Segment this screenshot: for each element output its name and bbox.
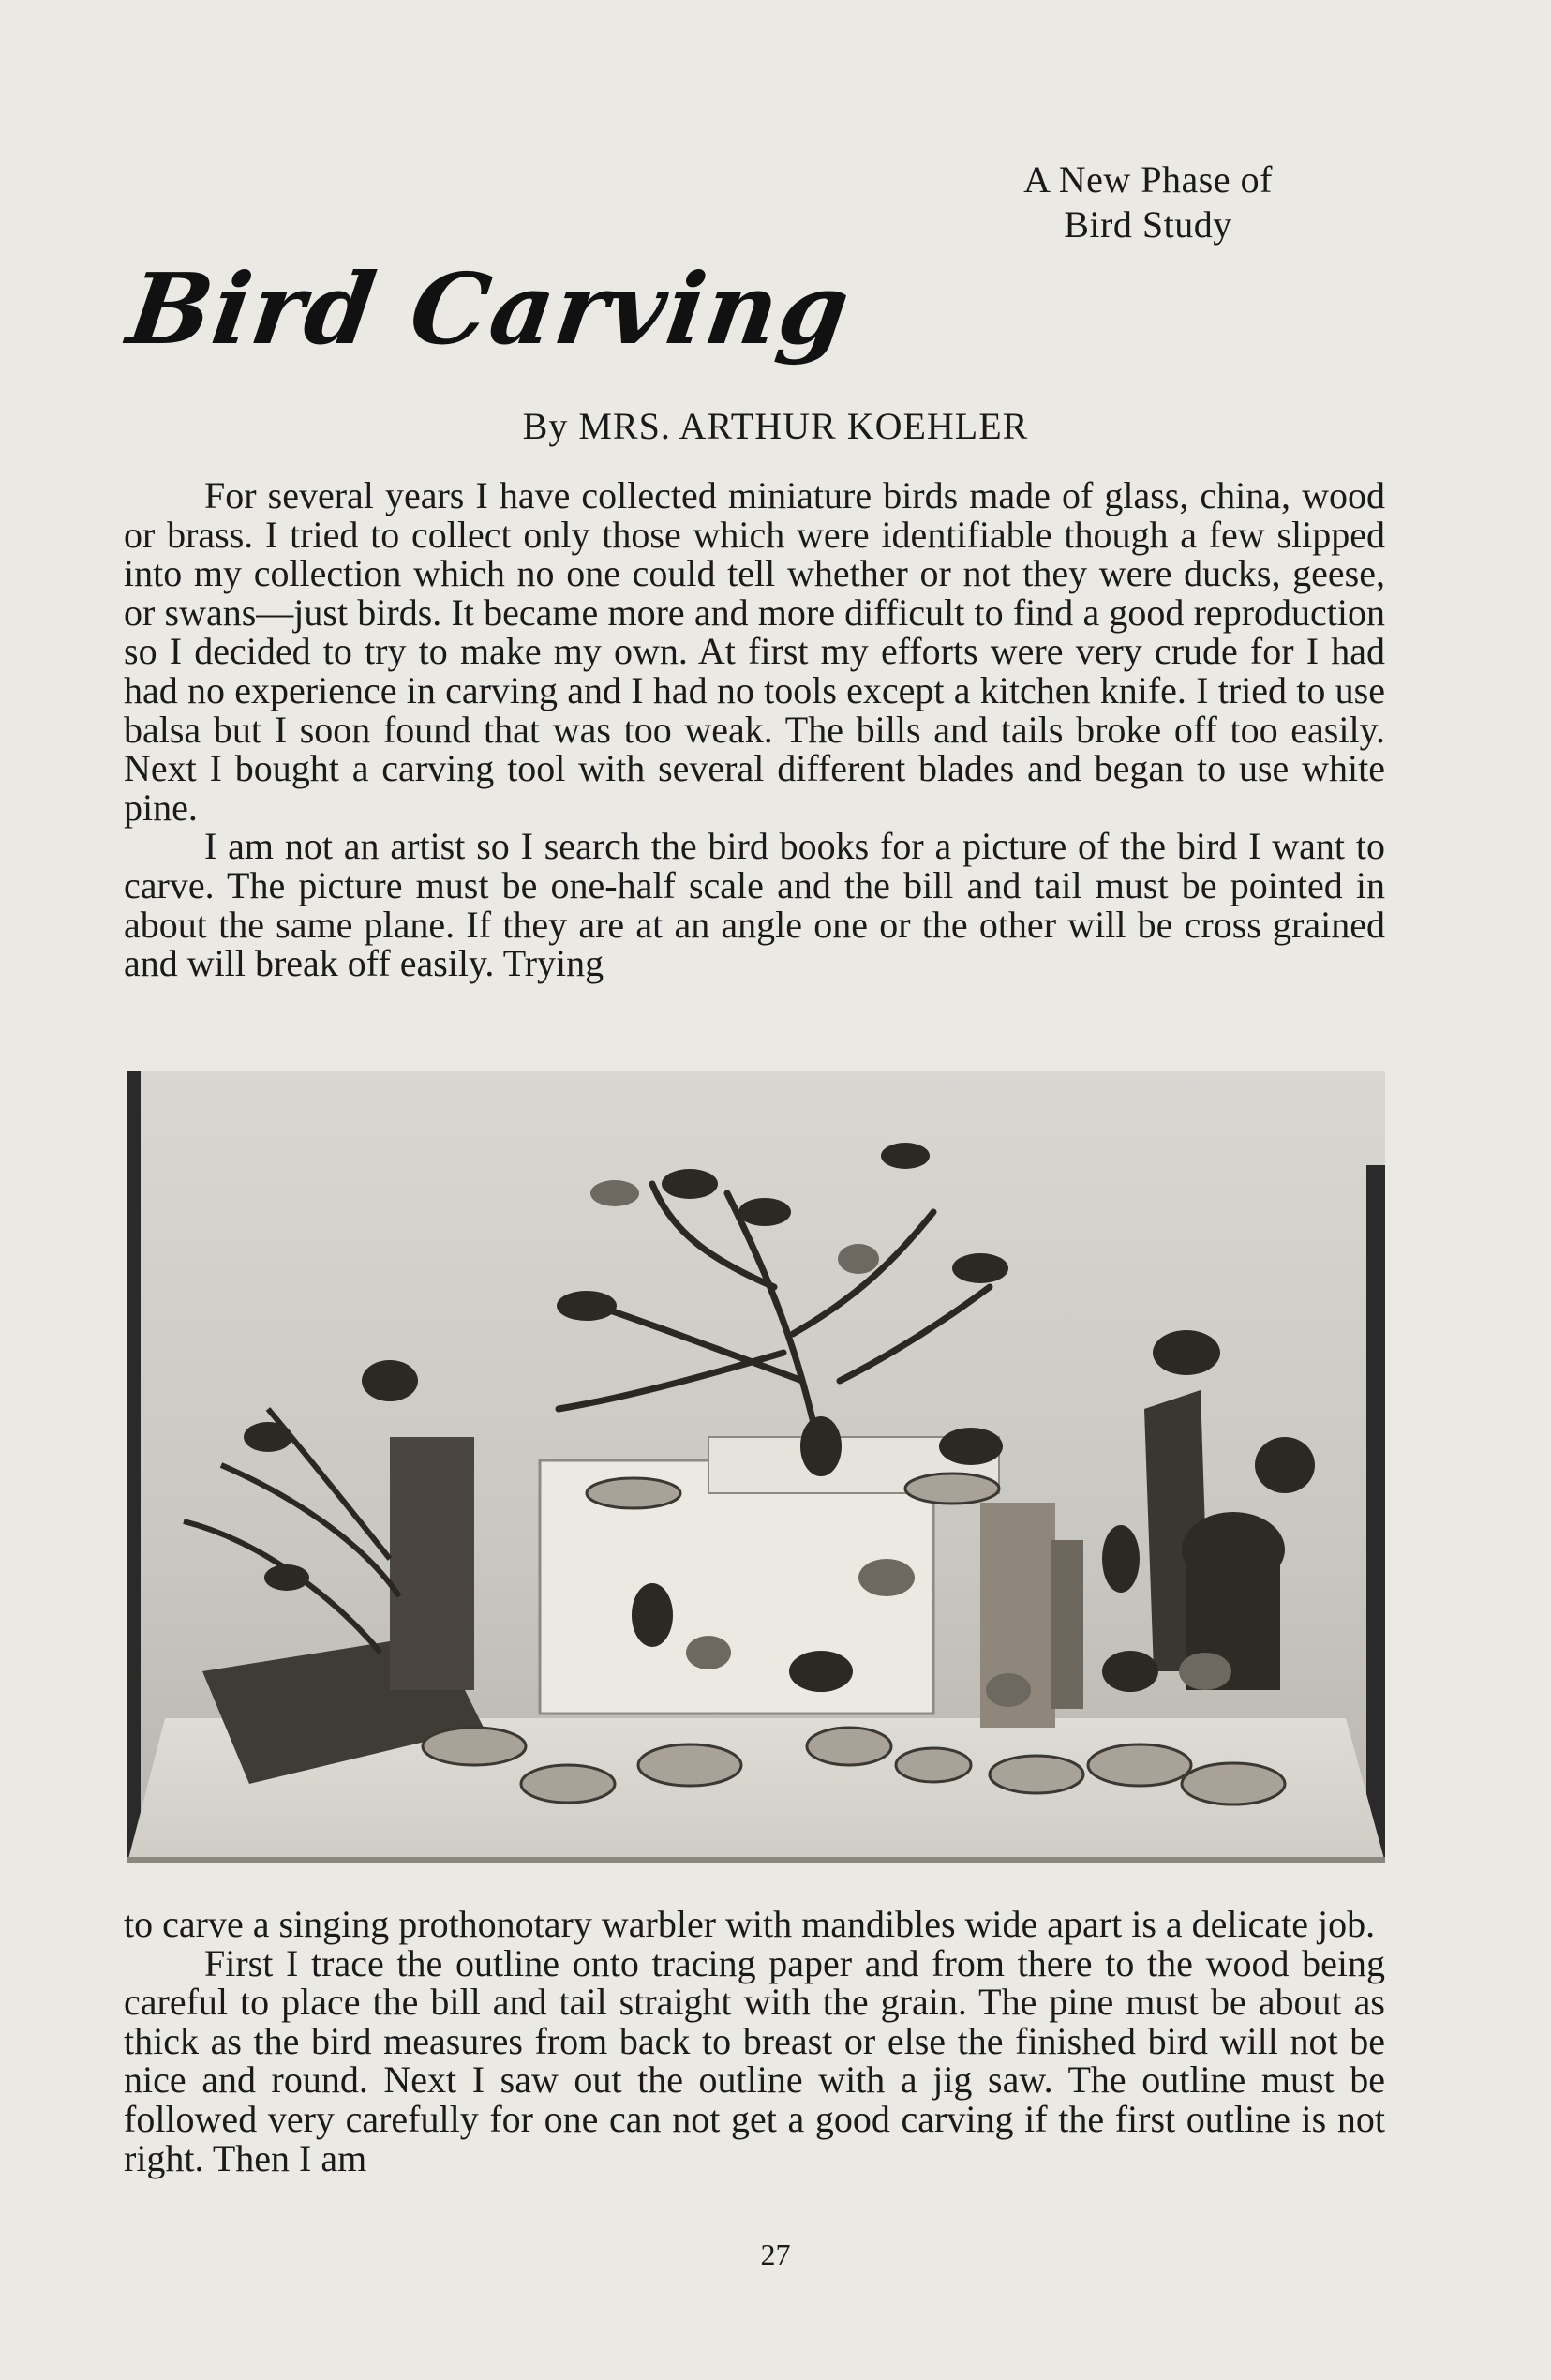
article-body-bottom [124, 1905, 1385, 2178]
article-byline: By MRS. ARTHUR KOEHLER [522, 405, 1029, 447]
kicker-line-2: Bird Study [1064, 203, 1232, 246]
page-number: 27 [760, 2238, 791, 2271]
bird-carvings-illustration [127, 1071, 1385, 1863]
kicker-line-1: A New Phase of [1023, 158, 1273, 201]
article-body-top [124, 476, 1385, 983]
paragraph: to carve a singing prothonotary warbler with mandibles wide apart is a delicate job. [124, 1903, 1376, 1945]
paragraph: For several years I have collected miniature birds made of glass, china, wood or brass. I tried to collect only those which were identifiable though a few slipped into my collection which no one could tell whether or not they were ducks, geese, or swans—just birds. It became more and more difficult to find a good reproduction so I decided to try to make my own. At first my efforts were very crude for I had had no experience in carving and I had no tools except a kitchen knife. I tried to use balsa but I soon found that was too weak. The bills and tails broke off too easily. Next I bought a carving tool with several different blades and began to use white pine. [124, 474, 1385, 829]
bird-carvings-photo [127, 1071, 1385, 1863]
paragraph: I am not an artist so I search the bird books for a picture of the bird I want to carve. The picture must be one-half scale and the bill and tail must be pointed in about the same plane. If they are at an angle one or the other will be cross grained and will break off easily. Trying [124, 825, 1385, 985]
article-title: Bird Carving [121, 251, 858, 367]
paragraph: First I trace the outline onto tracing paper and from there to the wood being careful to place the bill and tail straight with the grain. The pine must be about as thick as the bird measures from back to breast or else the finished bird will not be nice and round. Next I saw out the outline with a jig saw. The outline must be followed very carefully for one can not get a good carving if the first outline is not right. Then I am [124, 1941, 1385, 2179]
section-kicker [993, 157, 1303, 247]
